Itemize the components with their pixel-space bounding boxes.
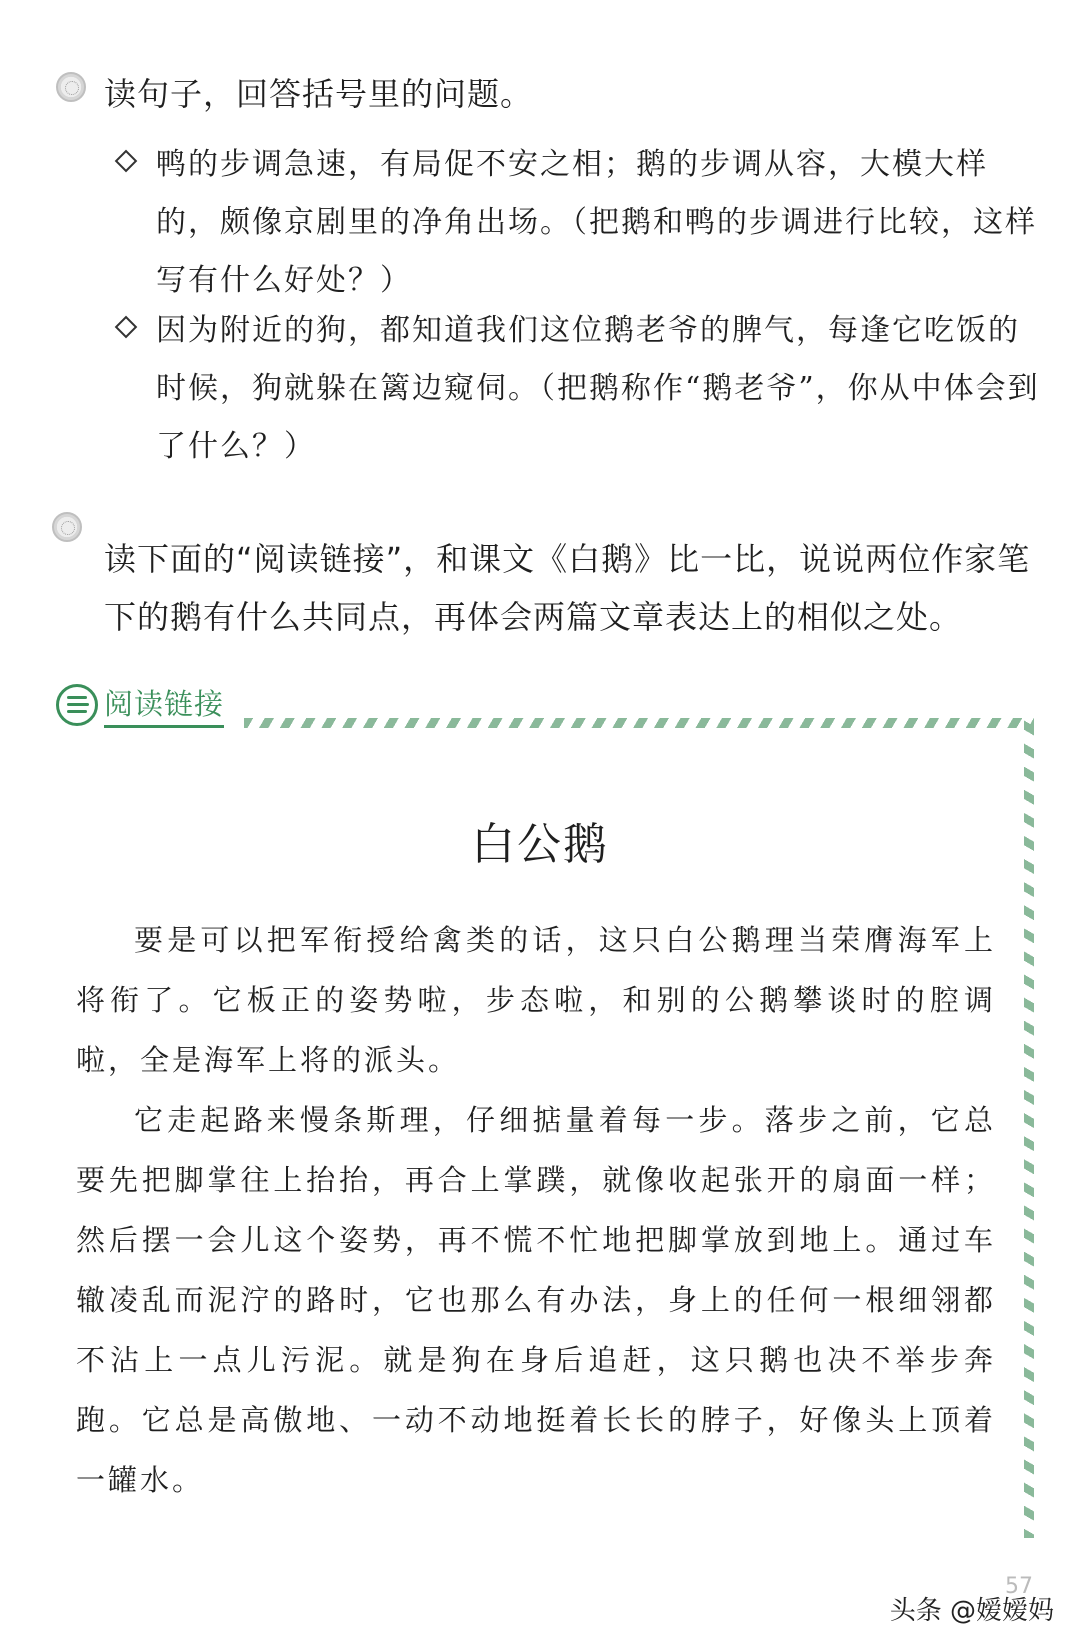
question-item-1: [118, 136, 1048, 310]
story-paragraph: 要是可以把军衔授给禽类的话，这只白公鹅理当荣膺海军上将衔了。它板正的姿势啦，步态啦，和别的公鹅攀谈时的腔调啦，全是海军上将的派头。: [76, 923, 996, 1077]
dashed-border-top: [244, 718, 1034, 728]
section-badge-icon: [56, 72, 86, 102]
story-title: 白公鹅: [471, 819, 609, 870]
question-text: 因为附近的狗，都知道我们这位鹅老爷的脾气，每逢它吃饭的时候，狗就躲在篱边窥伺。（把鹅称作“鹅老爷”，你从中体会到了什么？）: [156, 313, 1040, 464]
section-badge-icon: [52, 512, 82, 542]
watermark: 头条 @嫒嫒妈: [889, 1596, 1054, 1626]
section1-title: 读句子，回答括号里的问题。: [104, 75, 534, 113]
story-body: [76, 910, 996, 1510]
reading-link-label: 阅读链接: [104, 682, 224, 728]
story-paragraph: 它走起路来慢条斯理，仔细掂量着每一步。落步之前，它总要先把脚掌往上抬抬，再合上掌蹼，就像收起张开的扇面一样；然后摆一会儿这个姿势，再不慌不忙地把脚掌放到地上。通过车辙凌乱而泥泞的路时，它也那么有办法，身上的任何一根细翎都不沾上一点儿污泥。就是狗在身后追赶，这只鹅也决不举步奔跑。它总是高傲地、一动不动地挺着长长的脖子，好像头上顶着一罐水。: [76, 1103, 996, 1497]
page-number: 57: [1005, 1574, 1033, 1599]
question-text: 鸭的步调急速，有局促不安之相；鹅的步调从容，大模大样的，颇像京剧里的净角出场。（把鹅和鸭的步调进行比较，这样写有什么好处？）: [156, 147, 1037, 298]
question-item-2: [118, 302, 1048, 476]
book-icon: [56, 684, 98, 726]
section2-text: 读下面的“阅读链接”，和课文《白鹅》比一比，说说两位作家笔下的鹅有什么共同点，再体会两篇文章表达上的相似之处。: [104, 540, 1031, 636]
reading-link-header: [56, 684, 224, 726]
